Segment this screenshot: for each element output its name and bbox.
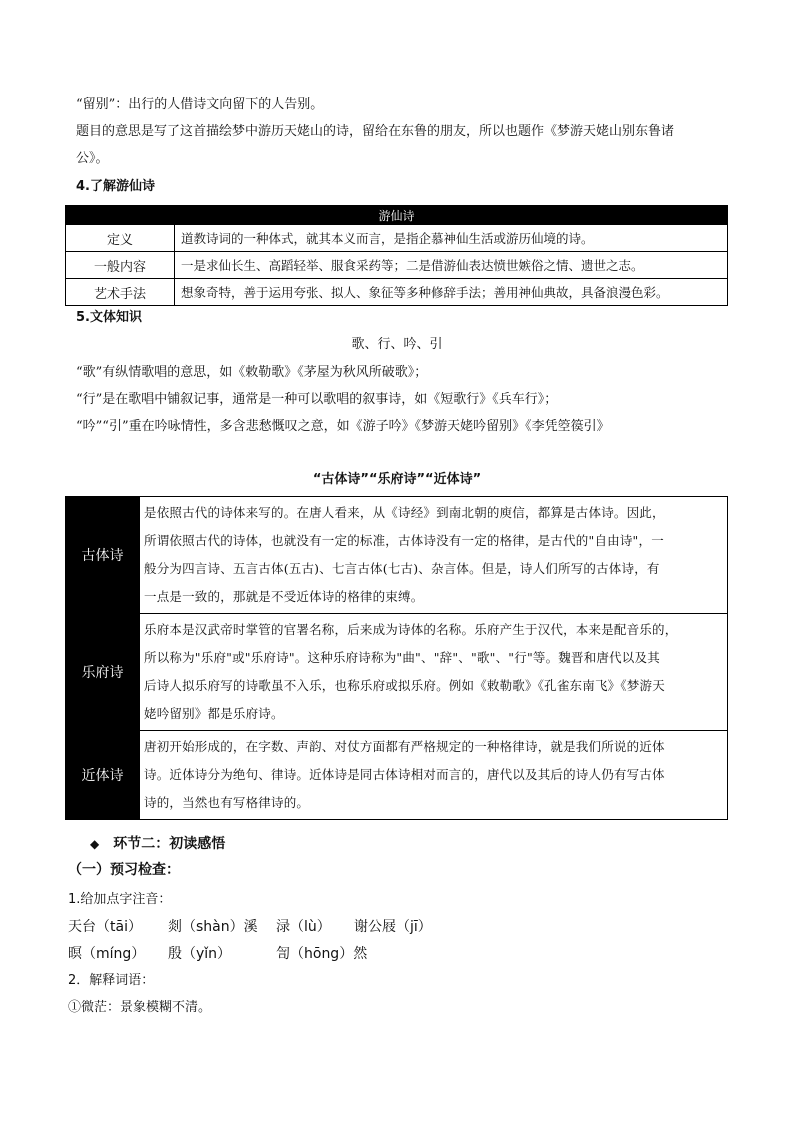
row-label-definition: 定义	[66, 225, 175, 252]
row-label-content: 一般内容	[66, 252, 175, 279]
youxian-table	[65, 205, 728, 306]
diamond-bullet-icon: ◆	[90, 837, 100, 851]
stage2-heading-text: 环节二：初读感悟	[113, 836, 226, 852]
intro-line-1: “留别”：出行的人借诗文向留下的人告别。	[76, 97, 324, 112]
row-text-guti	[140, 497, 728, 614]
stage2-heading	[90, 835, 728, 853]
question-2: 2．解释词语：	[68, 973, 155, 988]
text-line: 所谓依照古代的诗体，也就没有一定的标准，古体诗没有一定的格律，是古代的"自由诗"，一	[144, 533, 664, 548]
phonetic-item: 訇（hōng）然	[276, 946, 368, 962]
phonetic-item: 渌（lù）	[276, 919, 331, 935]
text-line: 一点是一致的，那就是不受近体诗的格律的束缚。	[144, 589, 424, 604]
genre-line-yin-yin: “吟”“引”重在吟咏情性，多含悲愁慨叹之意，如《游子吟》《梦游天姥吟留别》《李凭箜篌引》	[76, 419, 610, 434]
intro-line-2: 题目的意思是写了这首描绘梦中游历天姥山的诗，留给在东鲁的朋友，所以也题作《梦游天姥山别东鲁诸	[76, 124, 675, 139]
stage2-subheading: （一）预习检查：	[68, 862, 180, 878]
text-line: 唐初开始形成的，在字数、声韵、对仗方面都有严格规定的一种格律诗，就是我们所说的近体	[144, 739, 665, 754]
row-text-jinti	[140, 731, 728, 820]
row-label-yuefu: 乐府诗	[66, 614, 140, 731]
row-text-content: 一是求仙长生、高蹈轻举、服食采药等；二是借游仙表达愤世嫉俗之情、遗世之志。	[175, 252, 728, 279]
row-text-definition: 道教诗词的一种体式，就其本义而言，是指企慕神仙生活或游历仙境的诗。	[175, 225, 728, 252]
section5-subtitle: 歌、行、吟、引	[351, 337, 443, 352]
text-line: 诗。近体诗分为绝句、律诗。近体诗是同古体诗相对而言的，唐代以及其后的诗人仍有写古体	[144, 767, 665, 782]
text-line: 姥吟留别》都是乐府诗。	[144, 706, 284, 721]
text-line: 后诗人拟乐府写的诗歌虽不入乐，也称乐府或拟乐府。例如《敕勒歌》《孔雀东南飞》《梦游天	[144, 678, 665, 693]
intro-line-3: 公》。	[76, 151, 109, 166]
row-text-technique: 想象奇特，善于运用夸张、拟人、象征等多种修辞手法；善用神仙典故，具备浪漫色彩。	[175, 279, 728, 306]
youxian-table-header: 游仙诗	[66, 206, 728, 225]
phonetic-item: 天台（tāi）	[68, 919, 142, 935]
row-label-technique: 艺术手法	[66, 279, 175, 306]
definition-1: ①微茫：景象模糊不清。	[68, 1000, 212, 1015]
text-line: 是依照古代的诗体来写的。在唐人看来，从《诗经》到南北朝的庾信，都算是古体诗。因此，	[144, 505, 665, 520]
section5-title: 5.文体知识	[76, 310, 142, 325]
row-label-guti: 古体诗	[66, 497, 140, 614]
text-line: 般分为四言诗、五言古体(五古)、七言古体(七古)、杂言体。但是，诗人们所写的古体诗，有	[144, 561, 660, 576]
row-text-yuefu	[140, 614, 728, 731]
text-line: 诗的，当然也有写格律诗的。	[144, 795, 310, 810]
poetry-types-table	[65, 496, 728, 820]
text-line: 所以称为"乐府"或"乐府诗"。这种乐府诗称为"曲"、"辞"、"歌"、"行"等。魏晋和唐代以及其	[144, 650, 660, 665]
phonetic-item: 谢公屐（jī）	[354, 919, 432, 935]
phonetic-item: 剡（shàn）溪	[168, 919, 258, 935]
question-1: 1.给加点字注音：	[68, 892, 172, 907]
genre-line-xing: “行”是在歌唱中铺叙记事，通常是一种可以歌唱的叙事诗，如《短歌行》《兵车行》；	[76, 392, 558, 407]
poetry-types-title: “古体诗”“乐府诗”“近体诗”	[312, 472, 482, 487]
section4-title: 4.了解游仙诗	[76, 179, 155, 194]
phonetic-item: 暝（míng）	[68, 946, 146, 962]
genre-line-ge: “歌”有纵情歌唱的意思，如《敕勒歌》《茅屋为秋风所破歌》；	[76, 365, 428, 380]
row-label-jinti: 近体诗	[66, 731, 140, 820]
text-line: 乐府本是汉武帝时掌管的官署名称，后来成为诗体的名称。乐府产生于汉代，本来是配音乐的，	[144, 622, 678, 637]
phonetic-item: 殷（yǐn）	[168, 946, 232, 962]
